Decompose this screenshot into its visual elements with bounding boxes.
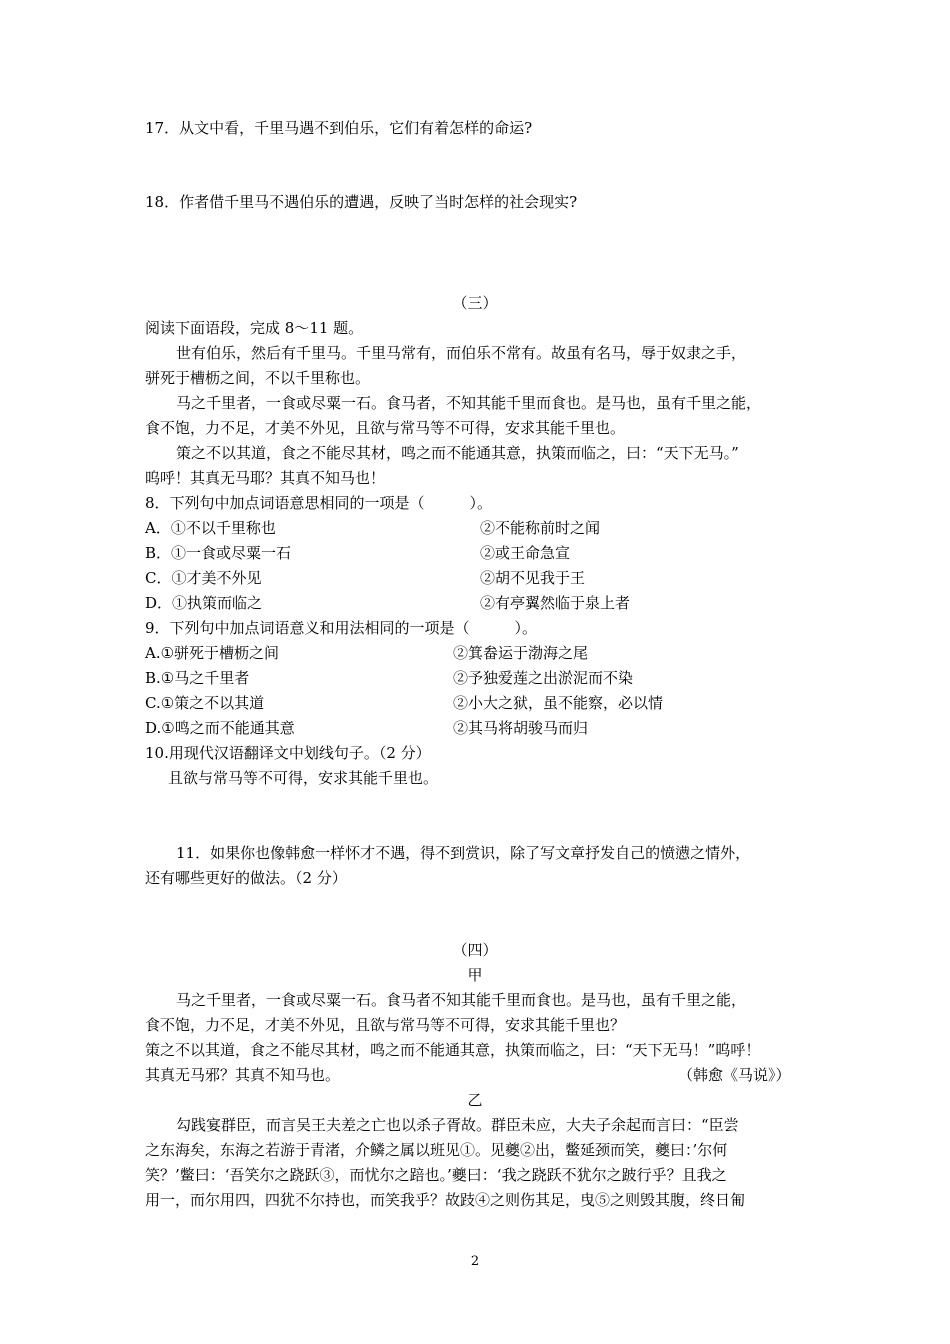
q8-option-a: A．①不以千里称也 bbox=[145, 519, 276, 537]
passage-line: 用一，而尔用四，四犹不尔持也，而笑我乎？故跂④之则伤其足，曳⑤之则毁其腹，终日匍 bbox=[145, 1191, 746, 1209]
passage-line: 食不饱，力不足，才美不外见，且欲与常马等不可得，安求其能千里也。 bbox=[145, 419, 626, 437]
passage-line: 马之千里者，一食或尽粟一石。食马者，不知其能千里而食也。是马也，虽有千里之能， bbox=[176, 394, 762, 412]
passage-line: 笑？’鳖曰：‘吾笑尔之跷跃③，而忧尔之踣也。’夔曰：‘我之跷跃不犹尔之跛行乎？且我之 bbox=[145, 1166, 727, 1184]
q9-option-d-2: ②其马将胡骏马而归 bbox=[453, 719, 589, 737]
section-3-intro: 阅读下面语段，完成 8～11 题。 bbox=[145, 319, 364, 337]
passage-line: 骈死于槽枥之间，不以千里称也。 bbox=[145, 369, 371, 387]
q8-option-d-2: ②有亭翼然临于泉上者 bbox=[480, 594, 631, 612]
passage-line: 食不饱，力不足，才美不外见，且欲与常马等不可得，安求其能千里也？ bbox=[145, 1016, 626, 1034]
q8-option-c: C．①才美不外见 bbox=[145, 569, 262, 587]
question-9: 9．下列句中加点词语意义和用法相同的一项是（ ）。 bbox=[145, 619, 538, 637]
q9-option-a: A.①骈死于槽枥之间 bbox=[145, 644, 280, 662]
question-11-cont: 还有哪些更好的做法。（2 分） bbox=[145, 869, 347, 887]
question-18: 18．作者借千里马不遇伯乐的遭遇，反映了当时怎样的社会现实? bbox=[145, 193, 578, 211]
q9-option-c: C.①策之不以其道 bbox=[145, 694, 265, 712]
q8-option-b-2: ②或王命急宣 bbox=[480, 544, 571, 562]
question-8: 8．下列句中加点词语意思相同的一项是（ ）。 bbox=[145, 494, 493, 512]
section-3-heading: （三） bbox=[452, 294, 498, 312]
q8-option-c-2: ②胡不见我于王 bbox=[480, 569, 586, 587]
passage-line: 马之千里者，一食或尽粟一石。食马者不知其能千里而食也。是马也，虽有千里之能， bbox=[176, 991, 747, 1009]
section-4-heading: （四） bbox=[452, 941, 498, 959]
question-10-sentence: 且欲与常马等不可得，安求其能千里也。 bbox=[168, 769, 439, 787]
q8-option-d: D．①执策而临之 bbox=[145, 594, 263, 612]
page-number: 2 bbox=[470, 1254, 480, 1269]
passage-line: 其真无马邪？其真不知马也。 bbox=[145, 1066, 341, 1084]
q9-option-b-2: ②予独爱莲之出淤泥而不染 bbox=[453, 669, 634, 687]
q9-option-a-2: ②箕畚运于渤海之尾 bbox=[453, 644, 589, 662]
source-citation: （韩愈《马说》） bbox=[678, 1066, 791, 1084]
passage-line: 策之不以其道，食之不能尽其材，鸣之而不能通其意，执策而临之，曰：“天下无马！”呜呼！ bbox=[145, 1041, 761, 1059]
q9-option-d: D.①鸣之而不能通其意 bbox=[145, 719, 295, 737]
q8-option-a-2: ②不能称前时之闻 bbox=[480, 519, 601, 537]
question-10: 10.用现代汉语翻译文中划线句子。（2 分） bbox=[145, 744, 431, 762]
text-jia-label: 甲 bbox=[467, 966, 483, 984]
passage-line: 之东海矣，东海之若游于青渚，介鳞之属以班见①。见夔②出，鳖延颈而笑，夔曰：’尔何 bbox=[145, 1141, 728, 1159]
q8-option-b: B．①一食或尽粟一石 bbox=[145, 544, 292, 562]
passage-line: 策之不以其道，食之不能尽其材，鸣之而不能通其意，执策而临之，曰：“天下无马。” bbox=[176, 444, 739, 462]
passage-line: 勾践宴群臣，而言吴王夫差之亡也以杀子胥故。群臣未应，大夫子余起而言曰：“臣尝 bbox=[176, 1116, 739, 1134]
passage-line: 世有伯乐，然后有千里马。千里马常有，而伯乐不常有。故虽有名马，辱于奴隶之手， bbox=[176, 344, 747, 362]
question-11: 11．如果你也像韩愈一样怀才不遇，得不到赏识，除了写文章抒发自己的愤懑之情外， bbox=[176, 844, 751, 862]
question-17: 17．从文中看，千里马遇不到伯乐，它们有着怎样的命运? bbox=[145, 119, 533, 137]
text-yi-label: 乙 bbox=[467, 1091, 483, 1109]
passage-line: 呜呼！其真无马耶？其真不知马也！ bbox=[145, 469, 386, 487]
q9-option-c-2: ②小大之狱，虽不能察，必以情 bbox=[453, 694, 664, 712]
q9-option-b: B.①马之千里者 bbox=[145, 669, 250, 687]
